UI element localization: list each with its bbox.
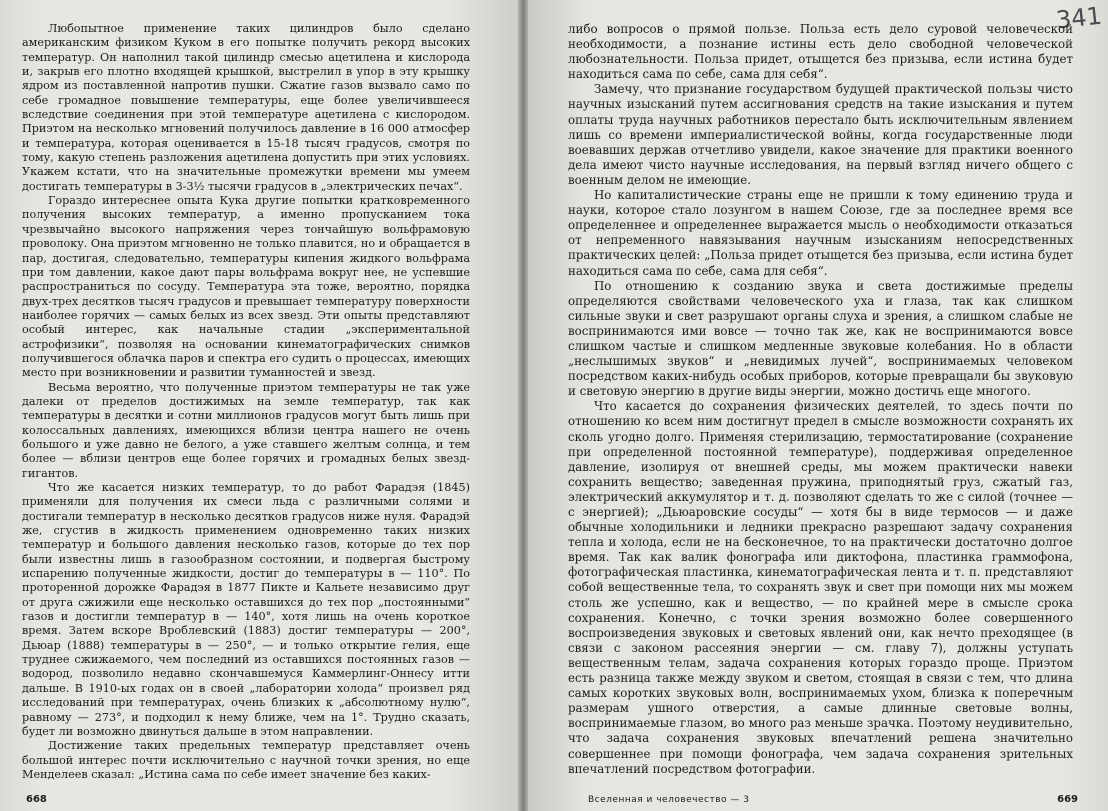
paragraph: Гораздо интереснее опыта Кука другие попытки кратковременного получения высоких температур, а именно пропусканием тока чрезвычайно высокого напряжения через тончайшую вольфрамовую проволоку. Она приэтом мгновенно не только плавится, но и обращается в пар, достигая, следовательно, температуры кипения жидкого вольфрама при том давлении, какое дают пары вольфрама вокруг нее, не успевшие распространиться по сосуду. Температура эта тоже, вероятно, порядка двух-трех десятков тысяч градусов и превышает температуру поверхности наиболее горячих — самых белых из всех звезд. Эти опыты представляют особый интерес, как начальные стадии „экспериментальной астрофизики“, позволяя на основании кинематографических снимков получившегося облачка паров и спектра его судить о процессах, имеющих место при возникновении и развитии туманностей и звезд. xyxy=(22,194,470,380)
page-number: 669 xyxy=(1057,794,1078,805)
handwritten-page-number: 341 xyxy=(1054,1,1104,35)
paragraph: либо вопросов о прямой пользе. Польза есть дело суровой человеческой необходимости, а познание истины есть дело свободной человеческой любознательности. Польза придет, отыщется без призыва, если истина будет находиться сама по себе, сама для себя“. xyxy=(568,22,1073,82)
paragraph: Что касается до сохранения физических деятелей, то здесь почти по отношению ко всем ним достигнут предел в смысле возможности сохранять их сколь угодно долго. Применяя стерилизацию, термостатирование (сохранение при определенной постоянной температуре), поддерживая определенное давление, изолируя от внешней среды, мы можем практически навеки сохранить вещество; заведенная пружина, приподнятый груз, сжатый газ, электрический аккумулятор и т. д. позволяют сделать то же с силой (точнее — с энергией); „Дьюаровские сосуды“ — хотя бы в виде термосов — и даже обычные холодильники и ледники прекрасно разрешают задачу сохранения тепла и холода, если не на бесконечное, то на практически достаточно долгое время. Так как валик фонографа или диктофона, пластинка граммофона, фотографическая пластинка, кинематографическая лента и т. п. представляют собой вещественные тела, то сохранять звук и свет при помощи них мы можем столь же успешно, как и вещество, — по крайней мере в смысле срока сохранения. Конечно, с точки зрения возможно более совершенного воспроизведения звуковых и световых явлений они, как нечто преходящее (в связи с законом рассеяния энергии — см. главу 7), должны уступать вещественным телам, задача сохранения которых гораздо проще. Приэтом есть разница также между звуком и светом, стоящая в связи с тем, что длина самых коротких звуковых волн, воспринимаемых ухом, близка к поперечным размерам ушного отверстия, а самые длинные световые волны, воспринимаемые глазом, во много раз меньше зрачка. Поэтому неудивительно, что задача сохранения звуковых впечатлений решена значительно совершеннее при помощи фонографа, чем задача сохранения зрительных впечатлений посредством фотографии. xyxy=(568,399,1073,776)
paragraph: Замечу, что признание государством будущей практической пользы чисто научных изысканий путем ассигнования средств на такие изыскания и путем оплаты труда научных работников перестало быть исключительным явлением лишь со времени империалистической войны, когда государственные люди воевавших держав отчетливо увидели, какое значение для практики военного дела имеют чисто научные исследования, на первый взгляд ничего общего с военным делом не имеющие. xyxy=(568,82,1073,187)
paragraph: Но капиталистические страны еще не пришли к тому единению труда и науки, которое стало лозунгом в нашем Союзе, где за последнее время все определеннее и определеннее выражается мысль о необходимости отказаться от непременного навязывания научным изысканиям непосредственных практических целей: „Польза придет отыщется без призыва, если истина будет находиться сама по себе, сама для себя“. xyxy=(568,188,1073,278)
paragraph: Достижение таких предельных температур представляет очень большой интерес почти исключительно с научной точки зрения, но еще Менделеев сказал: „Истина сама по себе имеет значение без каких- xyxy=(22,739,470,781)
page-number: 668 xyxy=(26,794,47,805)
paragraph: Любопытное применение таких цилиндров было сделано американским физиком Куком в его попытке получить рекорд высоких температур. Он наполнил такой цилиндр смесью ацетилена и кислорода и, закрыв его плотно входящей крышкой, выстрелил в упор в эту крышку ядром из поставленной напротив пушки. Сжатие газов вызвало само по себе громадное повышение температуры, еще более увеличившееся вследствие соединения при этой температуре ацетилена с кислородом. Приэтом на несколько мгновений получилось давление в 16 000 атмосфер и температура, которая оценивается в 15-18 тысяч градусов, смотря по тому, какую степень разложения ацетилена допустить при этих условиях. Укажем кстати, что на значительные промежутки времени мы умеем достигать температуры в 3-3½ тысячи градусов в „электрических печах“. xyxy=(22,22,470,193)
right-page-text xyxy=(568,22,1073,777)
right-page xyxy=(528,0,1108,811)
running-footer: Вселенная и человечество — 3 xyxy=(588,795,750,805)
left-page xyxy=(0,0,520,811)
paragraph: Весьма вероятно, что полученные приэтом температуры не так уже далеки от пределов достижимых на земле температур, так как температуры в десятки и сотни миллионов градусов могут быть лишь при колоссальных давлениях, имеющихся вблизи центра нашего не очень большого и уже давно не белого, а уже ставшего желтым солнца, и тем более — вблизи центров еще более горячих и громадных белых звезд-гигантов. xyxy=(22,380,470,480)
paragraph: Что же касается низких температур, то до работ Фарадэя (1845) применяли для получения их смеси льда с различными солями и достигали температур в несколько десятков градусов ниже нуля. Фарадэй же, сгустив в жидкость применением одновременно таких низких температур и большого давления несколько газов, которые до тех пор были известны лишь в газообразном состоянии, и подвергая быстрому испарению полученные жидкости, достиг до температуры в — 110°. По проторенной дорожке Фарадэя в 1877 Пикте и Кальете независимо друг от друга сжижили еще несколько оставшихся до тех пор „постоянными“ газов и достигли температур в — 140°, хотя лишь на очень короткое время. Затем вскоре Вроблевский (1883) достиг температуры — 200°, Дьюар (1888) температуры в — 250°, — и только открытие гелия, еще труднее сжижаемого, чем последний из оставшихся постоянных газов — водород, позволило недавно скончавшемуся Каммерлинг-Оннесу итти дальше. В 1910-ых годах он в своей „лаборатории холода“ произвел ряд исследований при температурах, очень близких к „абсолютному нулю“, равному — 273°, и подходил к нему ближе, чем на 1°. Трудно сказать, будет ли возможно двинуться дальше в этом направлении. xyxy=(22,481,470,738)
paragraph: По отношению к созданию звука и света достижимые пределы определяются свойствами человеческого уха и глаза, так как слишком сильные звуки и свет разрушают органы слуха и зрения, а слишком слабые не воспринимаются ими вовсе — точно так же, как не воспринимаются вовсе слишком частые и слишком медленные звуковые колебания. Но в области „неслышимых звуков“ и „невидимых лучей“, воспринимаемых человеком посредством каких-нибудь особых приборов, которые превращали бы звуковую и световую энергию в другие виды энергии, можно достичь еще многого. xyxy=(568,278,1073,399)
left-page-text xyxy=(22,22,470,782)
